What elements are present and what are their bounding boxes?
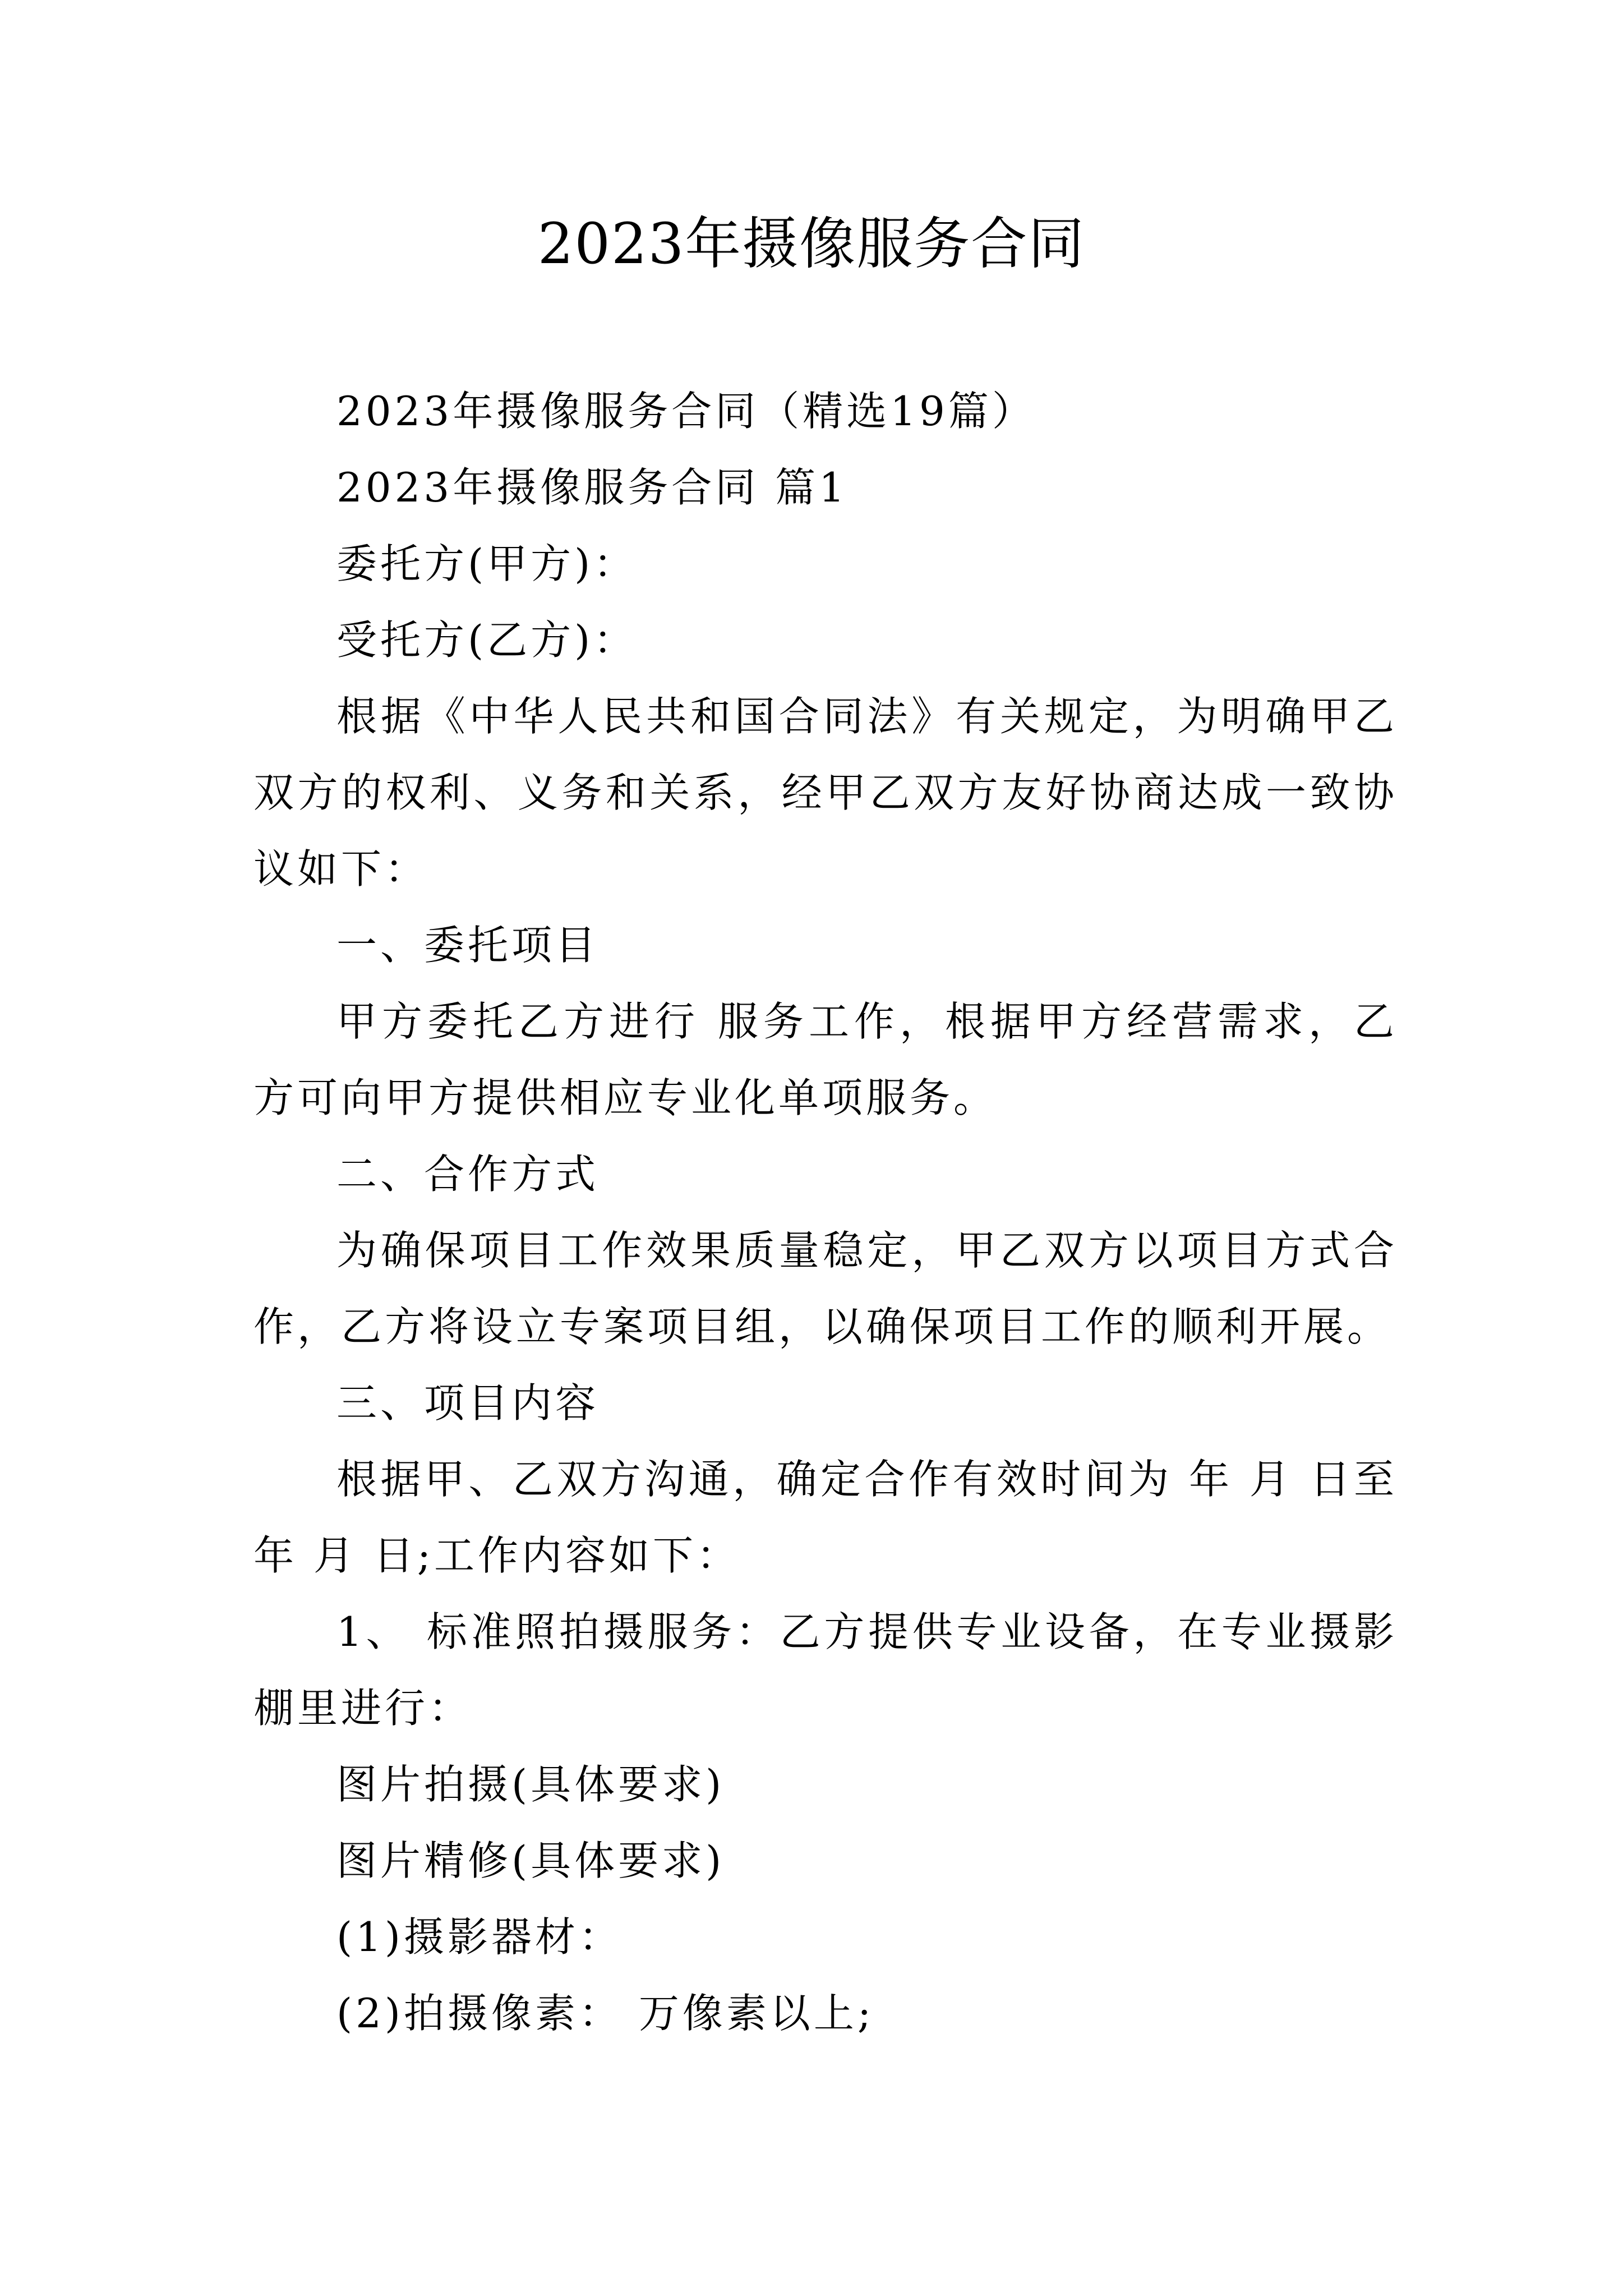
paragraph-preamble: 根据《中华人民共和国合同法》有关规定，为明确甲乙双方的权利、义务和关系，经甲乙双方友好协商达成一致协议如下： <box>253 693 1398 892</box>
page-title: 2023年摄像服务合同 <box>537 211 1086 277</box>
paragraph-equipment: (1)摄影器材： <box>336 1913 623 1961</box>
paragraph-party-b: 受托方(乙方)： <box>336 616 638 664</box>
paragraph-heading-1: 一、委托项目 <box>336 922 600 969</box>
paragraph-item-1: 1、 标准照拍摄服务：乙方提供专业设备，在专业摄影棚里进行： <box>253 1608 1398 1732</box>
paragraph-photo-retouching: 图片精修(具体要求) <box>336 1837 725 1884</box>
paragraph-body-2: 为确保项目工作效果质量稳定，甲乙双方以项目方式合作，乙方将设立专案项目组，以确保项目工作的顺利开展。 <box>253 1227 1398 1350</box>
paragraph-photo-shooting: 图片拍摄(具体要求) <box>336 1761 725 1808</box>
document-body <box>253 373 1398 2051</box>
paragraph-heading-3: 三、项目内容 <box>336 1379 600 1427</box>
paragraph-body-1: 甲方委托乙方进行 服务工作，根据甲方经营需求，乙方可向甲方提供相应专业化单项服务。 <box>253 998 1398 1121</box>
paragraph-body-3: 根据甲、乙双方沟通，确定合作有效时间为 年 月 日至 年 月 日;工作内容如下： <box>253 1456 1398 1579</box>
paragraph-resolution: (2)拍摄像素： 万像素以上; <box>336 1990 875 2037</box>
paragraph-subtitle: 2023年摄像服务合同（精选19篇） <box>336 388 1036 435</box>
paragraph-section-heading: 2023年摄像服务合同 篇1 <box>336 464 848 511</box>
paragraph-party-a: 委托方(甲方)： <box>336 540 638 587</box>
paragraph-heading-2: 二、合作方式 <box>336 1151 600 1198</box>
